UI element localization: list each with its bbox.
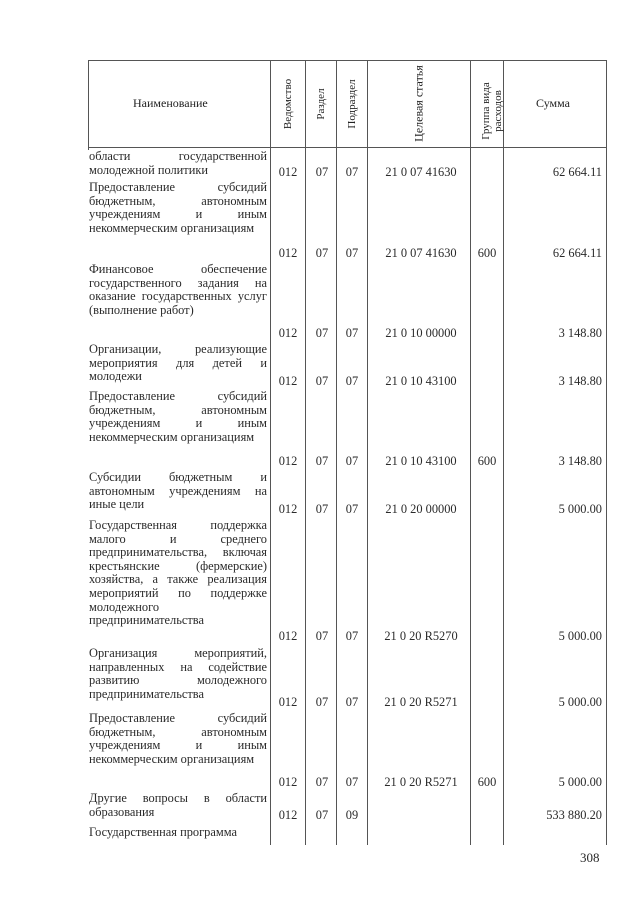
row-summa: 62 664.11 xyxy=(552,165,602,179)
row-vedomstvo: 012 xyxy=(278,502,298,516)
row-razdel: 07 xyxy=(315,502,329,516)
row-name: Государственная программа xyxy=(89,825,237,839)
row-razdel: 07 xyxy=(315,326,329,340)
row-summa: 5 000.00 xyxy=(558,629,602,643)
table-top-border xyxy=(88,60,606,61)
row-vedomstvo: 012 xyxy=(278,165,298,179)
column-divider xyxy=(270,60,271,845)
row-name: Предоставление субсидий бюджетным, автономным учреждениям и иным некоммерческим организациям xyxy=(89,180,267,235)
column-divider xyxy=(367,60,368,845)
row-razdel: 07 xyxy=(315,374,329,388)
column-divider xyxy=(88,60,89,150)
header-podrazdel: Подраздел xyxy=(346,79,358,129)
row-podrazdel: 07 xyxy=(345,326,359,340)
row-podrazdel: 07 xyxy=(345,502,359,516)
row-razdel: 07 xyxy=(315,165,329,179)
row-razdel: 07 xyxy=(315,695,329,709)
header-gruppa: Группа вида расходов xyxy=(480,82,504,140)
row-name: области государственной молодежной политики xyxy=(89,149,267,177)
header-summa: Сумма xyxy=(536,96,570,110)
row-celevaya: 21 0 10 43100 xyxy=(385,374,457,388)
row-name: Субсидии бюджетным и автономным учреждениям на иные цели xyxy=(89,470,267,512)
header-bottom-border xyxy=(88,147,606,148)
row-podrazdel: 07 xyxy=(345,165,359,179)
row-razdel: 07 xyxy=(315,629,329,643)
row-podrazdel: 07 xyxy=(345,629,359,643)
row-celevaya: 21 0 20 R5270 xyxy=(384,629,458,643)
row-gruppa: 600 xyxy=(477,246,497,260)
row-summa: 3 148.80 xyxy=(558,374,602,388)
row-name: Государственная поддержка малого и среднего предпринимательства, включая крестьянские (фермерские) хозяйства, а также реализация мероприятий по поддержке молодежного предпринимательства xyxy=(89,518,267,628)
row-name: Организации, реализующие мероприятия для детей и молодежи xyxy=(89,342,267,384)
row-name: Предоставление субсидий бюджетным, автономным учреждениям и иным некоммерческим организациям xyxy=(89,711,267,766)
row-vedomstvo: 012 xyxy=(278,629,298,643)
row-summa: 5 000.00 xyxy=(558,695,602,709)
row-summa: 62 664.11 xyxy=(552,246,602,260)
row-summa: 533 880.20 xyxy=(546,808,602,822)
row-celevaya: 21 0 10 00000 xyxy=(385,326,457,340)
row-celevaya: 21 0 10 43100 xyxy=(385,454,457,468)
row-summa: 3 148.80 xyxy=(558,454,602,468)
row-podrazdel: 09 xyxy=(345,808,359,822)
row-gruppa: 600 xyxy=(477,775,497,789)
row-podrazdel: 07 xyxy=(345,454,359,468)
row-celevaya: 21 0 20 R5271 xyxy=(384,775,458,789)
row-podrazdel: 07 xyxy=(345,695,359,709)
row-celevaya: 21 0 20 R5271 xyxy=(384,695,458,709)
column-divider xyxy=(503,60,504,845)
row-summa: 5 000.00 xyxy=(558,502,602,516)
row-vedomstvo: 012 xyxy=(278,374,298,388)
row-name: Предоставление субсидий бюджетным, автономным учреждениям и иным некоммерческим организациям xyxy=(89,389,267,444)
row-vedomstvo: 012 xyxy=(278,454,298,468)
row-vedomstvo: 012 xyxy=(278,808,298,822)
row-celevaya: 21 0 07 41630 xyxy=(385,246,457,260)
row-name: Другие вопросы в области образования xyxy=(89,791,267,819)
row-vedomstvo: 012 xyxy=(278,695,298,709)
row-razdel: 07 xyxy=(315,775,329,789)
row-podrazdel: 07 xyxy=(345,374,359,388)
row-celevaya: 21 0 20 00000 xyxy=(385,502,457,516)
header-razdel: Раздел xyxy=(315,88,327,120)
row-podrazdel: 07 xyxy=(345,246,359,260)
row-razdel: 07 xyxy=(315,454,329,468)
row-summa: 3 148.80 xyxy=(558,326,602,340)
header-vedomstvo: Ведомство xyxy=(282,78,294,130)
page-number: 308 xyxy=(580,850,600,865)
row-razdel: 07 xyxy=(315,808,329,822)
row-name: Финансовое обеспечение государственного задания на оказание государственных услуг (выполнение работ) xyxy=(89,262,267,317)
row-celevaya: 21 0 07 41630 xyxy=(385,165,457,179)
row-razdel: 07 xyxy=(315,246,329,260)
row-summa: 5 000.00 xyxy=(558,775,602,789)
row-vedomstvo: 012 xyxy=(278,326,298,340)
column-divider xyxy=(305,60,306,845)
header-celevaya: Целевая статья xyxy=(411,65,426,142)
row-vedomstvo: 012 xyxy=(278,246,298,260)
header-name: Наименование xyxy=(133,96,208,110)
row-vedomstvo: 012 xyxy=(278,775,298,789)
column-divider xyxy=(606,60,607,845)
row-gruppa: 600 xyxy=(477,454,497,468)
row-podrazdel: 07 xyxy=(345,775,359,789)
row-name: Организация мероприятий, направленных на содействие развитию молодежного предпринимательства xyxy=(89,646,267,701)
